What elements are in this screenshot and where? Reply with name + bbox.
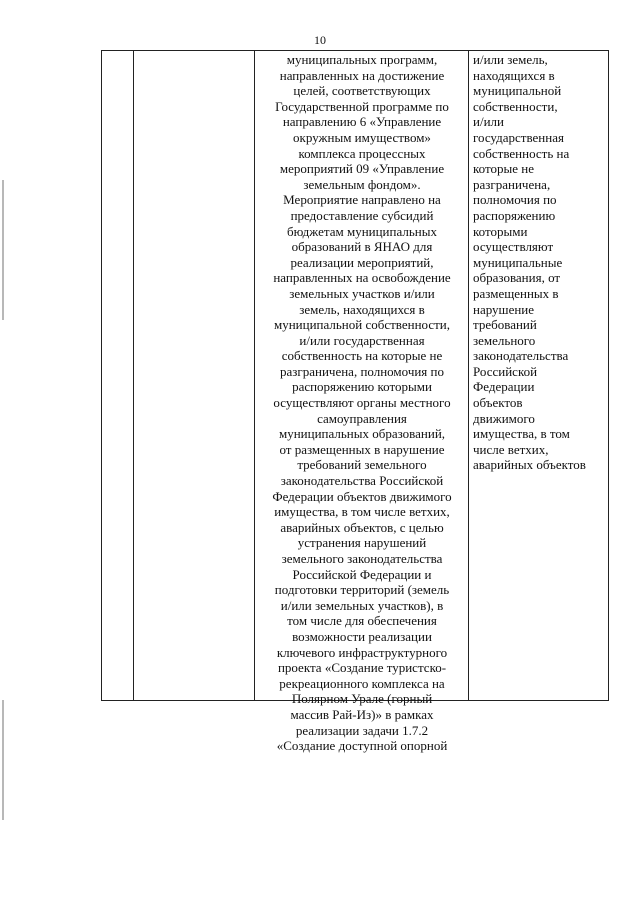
column-divider-3 (468, 51, 469, 700)
measure-description-cell: муниципальных программ, направленных на достижение целей, соответствующих Государственной программе по направлению 6 «Управление окружным имуществом» комплекса процессных мероприятий 09 «Управление земельным фондом». Мероприятие направлено на предоставление субсидий бюджетам муниципальных образований в ЯНАО для реализации мероприятий, направленных на освобождение земельных участков и/или земель, находящихся в муниципальной собственности, и/или государственная собственность на которые не разграничена, полномочия по распоряжению которыми осуществляют органы местного самоуправления муниципальных образований, от размещенных в нарушение требований земельного законодательства Российской Федерации объектов движимого имущества, в том числе ветхих, аварийных объектов, с целью устранения нарушений земельного законодательства Российской Федерации и подготовки территорий (земель и/или земельных участков), в том числе для обеспечения возможности реализации ключевого инфраструктурного проекта «Создание туристско- рекреационного комплекса на Полярном Урале (горный массив Рай-Из)» в рамках реализации задачи 1.7.2 «Создание доступной опорной (272, 52, 452, 754)
column-divider-2 (254, 51, 255, 700)
column-divider-1 (133, 51, 134, 700)
page-number: 10 (314, 33, 326, 47)
scan-edge-mark-bottom (2, 700, 4, 820)
document-table (101, 50, 609, 754)
expected-result-cell: и/или земель, находящихся в муниципальной собственности, и/или государственная собственность на которые не разграничена, полномочия по распоряжению которыми осуществляют муниципальные образования, от размещенных в нарушение требований земельного законодательства Российской Федерации объектов движимого имущества, в том числе ветхих, аварийных объектов (473, 52, 586, 473)
scan-edge-mark-top (2, 180, 4, 320)
